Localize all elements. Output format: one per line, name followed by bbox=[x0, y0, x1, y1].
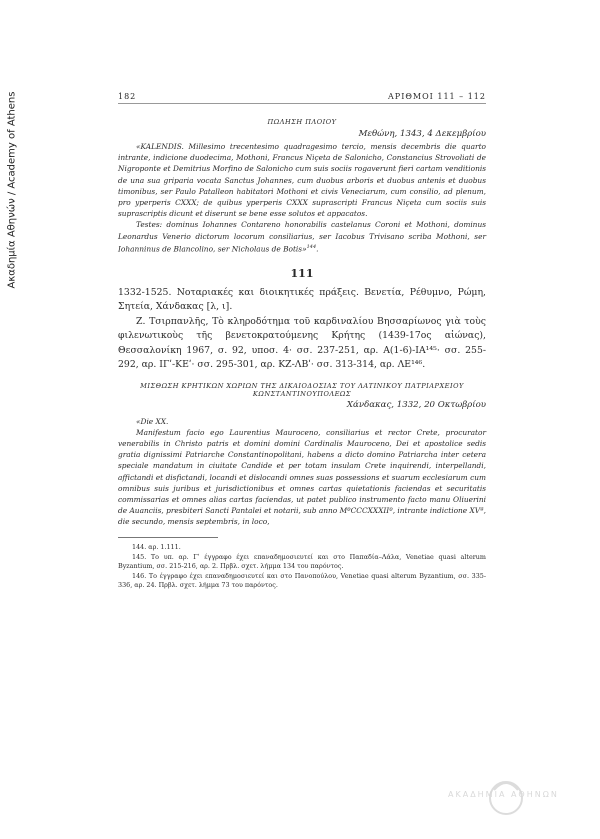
footnote-ref: 144 bbox=[306, 243, 317, 250]
footnote-145: 145. Το υπ. αρ. Γʹ έγγραφο έχει επαναδημοσιευτεί και στο Παπαδία–Λάλα, Venetiae quasi alterum Byzantium, σσ. 215-216, αρ. 2. Πρβλ. σχετ. λήμμα 134 του παρόντος. bbox=[118, 552, 486, 570]
academy-watermark bbox=[448, 776, 568, 826]
page-number: 182 bbox=[118, 92, 137, 101]
entry-110-caption: ΠΩΛΗΣΗ ΠΛΟΙΟΥ bbox=[267, 118, 337, 126]
footnote-rule bbox=[118, 537, 218, 538]
entry-110-latin-text: «KALENDIS. Millesimo trecentesimo quadragesimo tercio, mensis decembris die quarto intrante, indicione duodecima, Mothoni, Francus Niçeta de Salonicho, Constancius Strovoliati de Nigroponte et Demitrius Morfino de Salonicho cum suis sociis rogaverunt fieri cartam venditionis de una sua griparia vocata Sanctus Johannes, cum duobus arboris et duobus antenis et duobus timonibus, ser Paulo Patalleon habitatori Mothoni et civis Veneciarum, cum consilio, ad plenum, pro yperperis CXXX; de quibus yperperis CXXX suprascripti Francus Niçeta cum sociis suis suprascriptis dicunt et diserunt se bene esse solutos et appacatos. bbox=[118, 142, 486, 219]
footnote-146: 146. Το έγγραφο έχει επαναδημοσιευτεί και στο Πανοπούλου, Venetiae quasi alterum Byzantium, σσ. 335-336, αρ. 24. Πρβλ. σχετ. λήμμα 73 του παρόντος. bbox=[118, 572, 486, 590]
entry-111-opening: «Die XX. bbox=[136, 416, 169, 426]
sidebar-text: Ακαδημία Αθηνών / Academy of Athens bbox=[6, 91, 18, 289]
athena-head-icon bbox=[486, 776, 526, 824]
archive-sidebar-label bbox=[2, 40, 22, 340]
entry-111-latin-text: Manifestum facio ego Laurentius Mauroceno, consiliarius et rector Crete, procurator venerabilis in Christo patris et domini domini Cardinalis Mauroceno, Dei et apostolice sedis gratia dignissimi Patriarche Constantinopolitani, habens a dicto domino Patriarcha inter cetera speciale mandatum in ciuitate Candide et per totam insulam Crete inquirendi, interpellandi, affictandi et disfictandi, locandi et dislocandi omnes suas possessions et suarum ecclesiarum cum omnibus suis juribus et jurisdictionibus et omnes cartas quietationis faciendas et securitatis commissarias et omnes alias cartas faciendas, ut patet publico instrumento facto manu Oliuerini de Auanciis, presbiteri Sancti Pantalei et notarii, sub anno MºCCCXXXIIº, intrante indictione XVª, die secundo, mensis septembris, in loco, bbox=[118, 427, 486, 527]
page-header bbox=[118, 92, 486, 104]
document-page bbox=[118, 92, 486, 592]
entry-110-place-date: Μεθώνη, 1343, 4 Δεκεμβρίου bbox=[358, 129, 486, 139]
entry-number: 111 bbox=[290, 266, 314, 280]
entry-110-continuation bbox=[118, 118, 486, 255]
footnote-144: 144. αρ. 1.111. bbox=[132, 542, 181, 551]
running-title: ΑΡΙΘΜΟΙ 111 – 112 bbox=[388, 92, 486, 101]
entry-110-witnesses: Testes: dominus Iohannes Contareno honorabilis castelanus Coroni et Mothoni, dominus Leonardus Venerio dictorum locorum consiliarius, ser Iacobus Trivisano scriba Mothoni, ser Iohanninus de Blancolino, ser Nicholaus de Botis»$^{144}$. bbox=[118, 220, 486, 254]
footnotes bbox=[118, 537, 486, 591]
watermark-text: ΑΚΑΔΗΜΙΑ ΑΘΗΝΩΝ bbox=[448, 790, 559, 799]
witnesses-text: Testes: dominus Iohannes Contareno honorabilis castelanus Coroni et Mothoni, dominus Leonardus Venerio dictorum locorum consiliarius, ser Iacobus Trivisano scriba Mothoni, ser Iohanninus de Blancolino, ser Nicholaus de Botis» bbox=[118, 220, 486, 254]
entry-111-caption-line1: ΜΙΣΘΩΣΗ ΚΡΗΤΙΚΩΝ ΧΩΡΙΩΝ ΤΗΣ ΔΙΚΑΙΟΔΟΣΙΑΣ ΤΟΥ ΛΑΤΙΝΙΚΟΥ ΠΑΤΡΙΑΡΧΕΙΟΥ bbox=[140, 381, 464, 390]
entry-111-caption-line2: ΚΩΝΣΤΑΝΤΙΝΟΥΠΟΛΕΩΣ bbox=[252, 389, 352, 398]
entry-111-place-date: Χάνδακας, 1332, 20 Οκτωβρίου bbox=[346, 399, 486, 410]
entry-111 bbox=[118, 286, 486, 528]
entry-111-bibliography: Ζ. Τσιρπανλῆς, Τὸ κληροδότημα τοῦ καρδιναλίου Βησσαρίωνος γιὰ τοὺς φιλενωτικοὺς τῆς βενετοκρατούμενης Κρήτης (1439-17ος αἰώνας), Θεσσαλονίκη 1967, σ. 92, υποσ. 4· σσ. 237-251, αρ. Α(1-6)-ΙΑ¹⁴⁵· σσ. 255-292, αρ. ΙΓʹ-ΚΕʹ· σσ. 295-301, αρ. ΚΖ-ΛΒʹ· σσ. 313-314, αρ. ΛΕ¹⁴⁶. bbox=[118, 315, 486, 370]
entry-111-heading: 1332-1525. Νοταριακές και διοικητικές πράξεις. Βενετία, Ρέθυμνο, Ρώμη, Σητεία, Χάνδακας [λ, ι]. bbox=[118, 286, 486, 312]
